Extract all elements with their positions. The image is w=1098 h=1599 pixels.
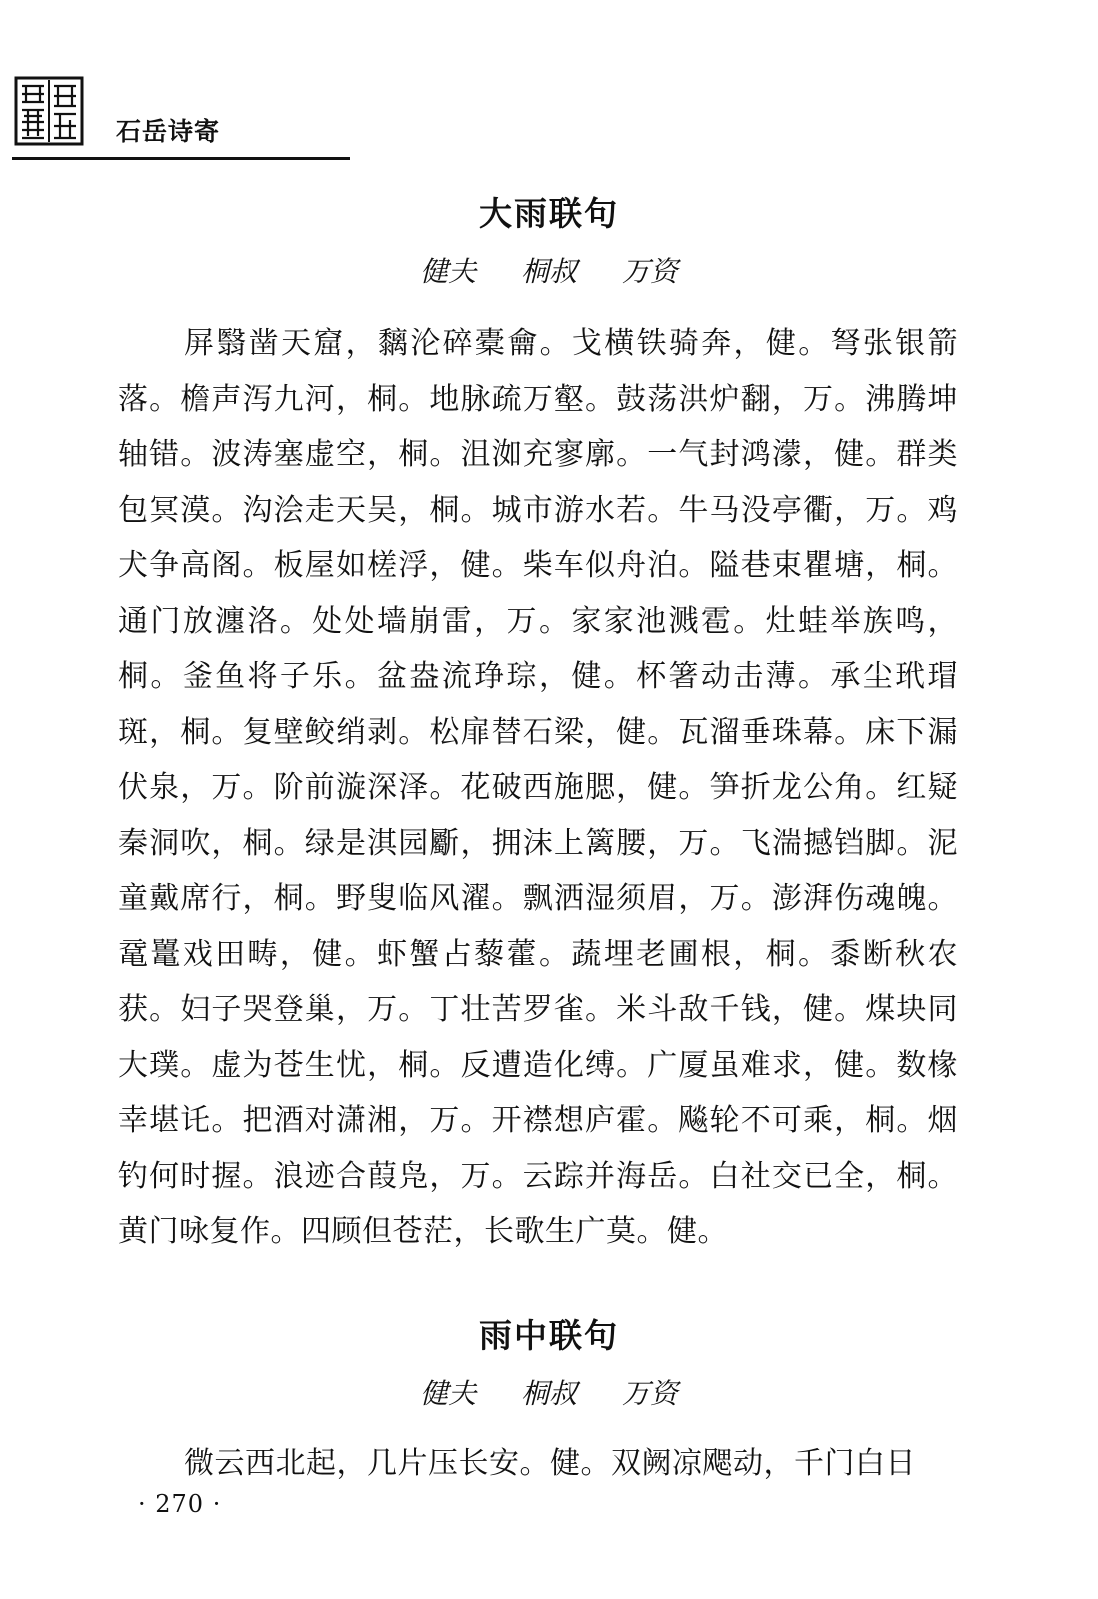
poem-title: 大雨联句 (479, 194, 619, 233)
author-name: 桐叔 (520, 1377, 577, 1410)
poem-body: 微云西北起，几片压长安。健。双阙凉飔动，千门白日 (184, 1446, 916, 1481)
header-rule (12, 157, 350, 160)
poem-authors (0, 250, 1098, 290)
poem-body: 屏翳凿天窟，黐沦碎橐龠。戈横铁骑奔，健。弩张银箭落。檐声泻九河，桐。地脉疏万壑。鼓荡洪炉翻，万。沸腾坤轴错。波涛塞虚空，桐。沮洳充寥廓。一气封鸿濛，健。群类包冥漠。沟浍走天吴，桐。城市游水若。牛马没亭衢，万。鸡犬争高阁。板屋如槎浮，健。柴车似舟泊。隘巷束瞿塘，桐。通门放瀍洛。处处墙崩雷，万。家家池溅雹。灶蛙举族鸣，桐。釜鱼将子乐。盆盎流琤琮，健。杯箸动击薄。承尘玳瑁斑，桐。复壁鲛绡剥。松扉替石梁，健。瓦溜垂珠幕。床下漏伏泉，万。阶前漩深泽。花破西施腮，健。笋折龙公角。红疑秦洞吹，桐。绿是淇园斸，拥沫上篱腰，万。飞湍撼铛脚。泥童戴席行，桐。野叟临风濯。飘洒湿须眉，万。澎湃伤魂魄。鼋鼍戏田畴，健。虾蟹占藜藿。蔬埋老圃根，桐。黍断秋农获。妇子哭登巢，万。丁壮苦罗雀。米斗敌千钱，健。煤块同大璞。虚为苍生忧，桐。反遭造化缚。广厦虽难求，健。数椽幸堪讬。把酒对潇湘，万。开襟想庐霍。飚轮不可乘，桐。烟钓何时握。浪迹合葭凫，万。云踪并海岳。白社交已全，桐。黄门咏复作。四顾但苍茫，长歌生广莫。健。 (118, 326, 958, 1249)
page-number: · 270 · (138, 1490, 222, 1518)
book-title: 石岳诗寄 (116, 117, 221, 146)
author-name: 健夫 (420, 255, 477, 288)
poem-title: 雨中联句 (479, 1316, 619, 1355)
author-name: 桐叔 (520, 255, 577, 288)
author-name: 健夫 (420, 1377, 477, 1410)
poem-authors (0, 1372, 1098, 1412)
author-name: 万资 (621, 255, 678, 288)
author-name: 万资 (621, 1377, 678, 1410)
seal-stamp-icon (14, 76, 84, 146)
